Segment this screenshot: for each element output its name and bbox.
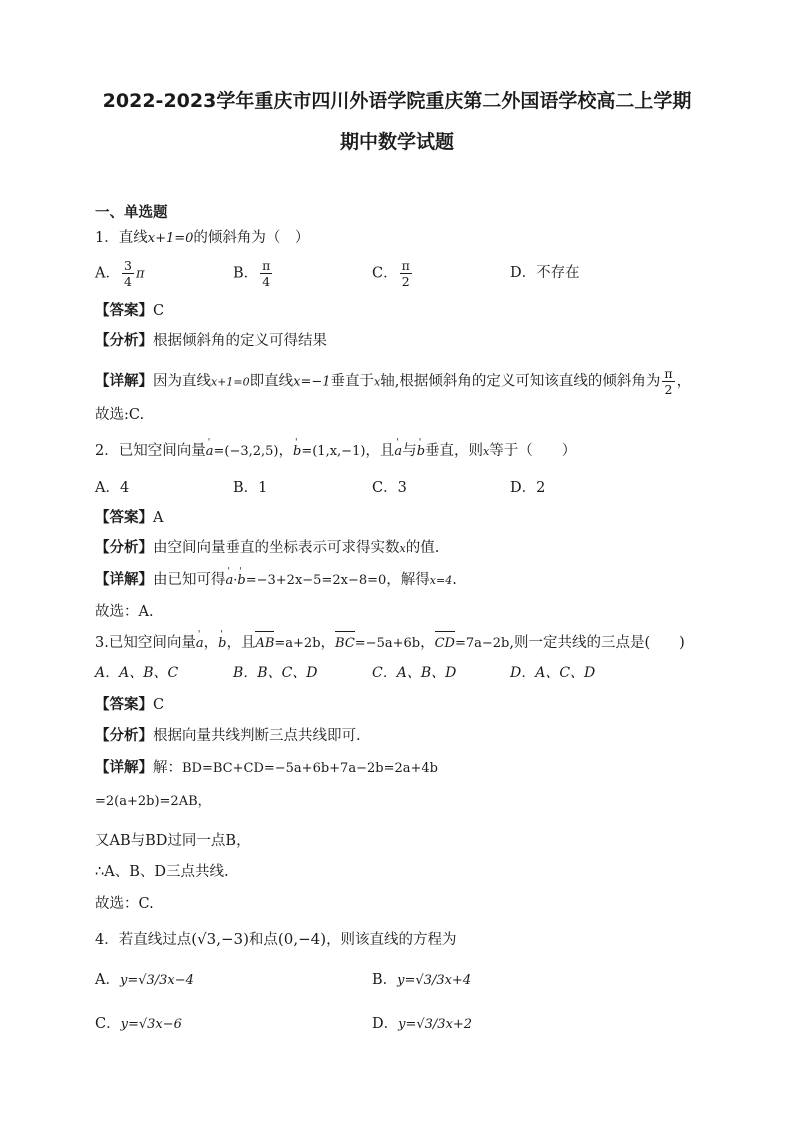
doc-title-line1: 2022-2023学年重庆市四川外语学院重庆第二外国语学校高二上学期 [102, 90, 692, 112]
q2-option-b: B．1 [233, 480, 268, 496]
q1-detail: 【详解】因为直线x+1=0即直线x=−1垂直于x轴,根据倾斜角的定义可知该直线的倾斜角为 $\frac{\pi}{2}$ ， [95, 366, 692, 397]
q1-option-c: C． $\frac{\pi}{2}$ [372, 258, 410, 289]
q4-stem: 4．若直线过点(√3,−3)和点(0,−4)，则该直线的方程为 [95, 930, 457, 948]
q2-answer: 【答案】A [95, 510, 164, 526]
q3-detail-line3: 又AB与BD过同一点B， [95, 833, 251, 849]
q1-answer: 【答案】C [95, 303, 165, 319]
q2-detail: 【详解】由已知可得' a·' b=−3+2x−5=2x−8=0，解得x=4. [95, 570, 457, 591]
q3-answer: 【答案】C [95, 697, 165, 713]
q1-option-a: A． $\frac{3}{4}$ π [95, 258, 145, 289]
q3-option-a: A．A、B、C [95, 665, 179, 681]
q2-option-a: A．4 [95, 480, 130, 496]
q1-stem: 1．直线x+1=0的倾斜角为（ ） [95, 230, 310, 246]
q3-stem: 3.已知空间向量' a，' b，且AB=a+2b，BC=−5a+6b，CD=7a−2b,则一定共线的三点是( ) [95, 633, 685, 654]
q1-analysis: 【分析】根据倾斜角的定义可得结果 [95, 333, 327, 349]
q2-stem: 2．已知空间向量' a=(−3,2,5)，' b=(1,x,−1)，且' a与' b垂直，则x等于（ ） [95, 441, 576, 462]
q2-option-d: D．2 [510, 480, 546, 496]
q4-option-b: B．y=√3/3x+4 [372, 972, 472, 988]
q3-option-d: D．A、C、D [510, 665, 596, 681]
section-heading: 一、单选题 [95, 205, 168, 221]
q3-detail-line2: =2(a+2b)=2AB， [95, 794, 211, 809]
q3-option-b: B．B、C、D [233, 665, 318, 681]
q3-detail-line4: ∴A、B、D三点共线. [95, 864, 229, 880]
q1-option-b: B． $\frac{\pi}{4}$ [233, 258, 271, 289]
q2-conclusion: 故选：A. [95, 604, 154, 620]
q1-option-d: D．不存在 [510, 265, 580, 281]
q4-option-d: D．y=√3/3x+2 [372, 1016, 473, 1032]
q3-analysis: 【分析】根据向量共线判断三点共线即可. [95, 728, 361, 744]
q2-option-c: C．3 [372, 480, 407, 496]
q3-detail: 【详解】解：BD=BC+CD=−5a+6b+7a−2b=2a+4b [95, 760, 438, 776]
q4-option-c: C．y=√3x−6 [95, 1016, 182, 1032]
q2-analysis: 【分析】由空间向量垂直的坐标表示可求得实数x的值. [95, 540, 440, 556]
doc-title-line2: 期中数学试题 [339, 131, 454, 153]
q4-option-a: A．y=√3/3x−4 [95, 972, 194, 988]
q1-conclusion: 故选:C. [95, 407, 145, 423]
q3-option-c: C．A、B、D [372, 665, 457, 681]
q3-conclusion: 故选：C. [95, 896, 154, 912]
